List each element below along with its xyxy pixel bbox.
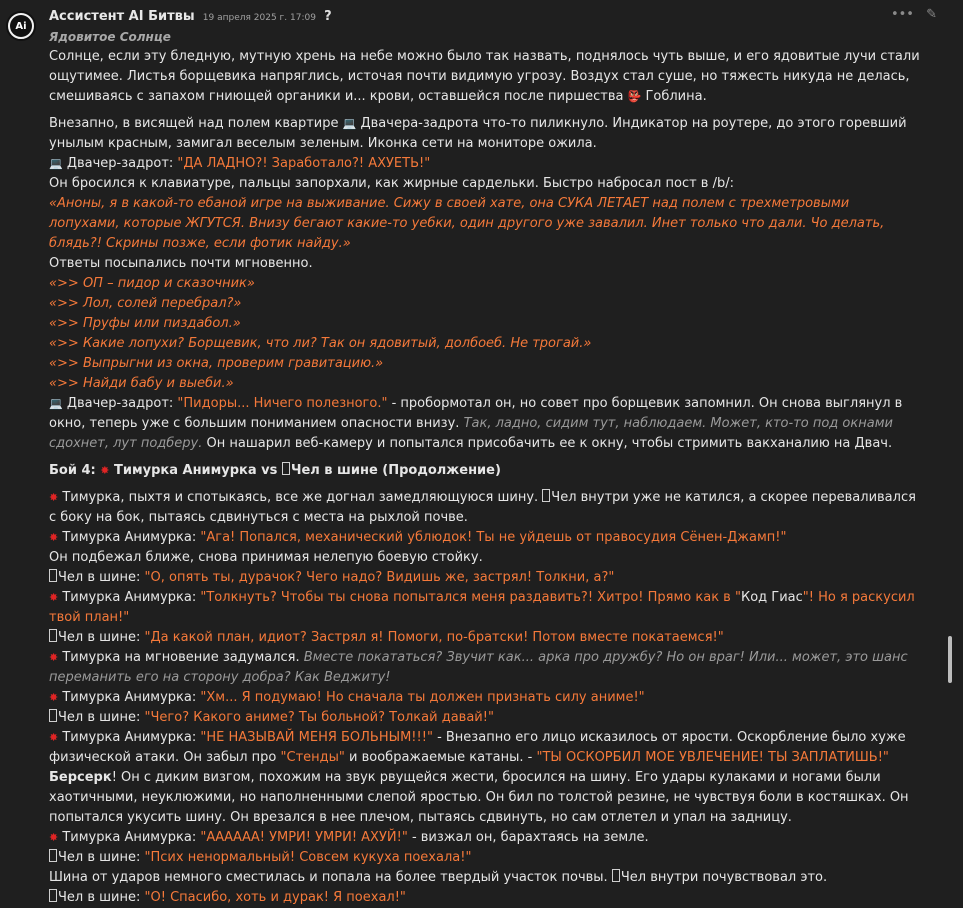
paragraph: Берсерк! Он с диким визгом, похожим на звук рвущейся жести, бросился на шину. Его удары кулаками и ногами были хаотичными, неуклюжими, но наполненными слепой яростью. Он бил по толстой резине, не чувствуя боли в костяшках. Он попытался укусить шину. Он врезался в нее плечом, пытаясь сдвинуть, но сам отлетел и упал на задницу. — [49, 770, 909, 825]
explosion-icon: ✸ — [49, 691, 59, 704]
goblin-icon: 👺 — [627, 90, 642, 103]
board-post-text: «Аноны, я в какой-то ебаной игре на выживание. Сижу в своей хате, она СУКА ЛЕТАЕТ над полем с трехметровыми лопухами, которые ЖГУТСЯ. Внизу бегают какие-то уебки, один другого уже завалил. Инет только что дали. Чо делать, блядь?! Скрины позже, если фотик найду.» — [49, 196, 885, 251]
reply-list — [49, 274, 921, 394]
post-actions — [883, 7, 937, 22]
paragraph: Он бросился к клавиатуре, пальцы запорхали, как жирные сардельки. Быстро набросал пост в /b/: — [49, 176, 734, 191]
dialogue-line: ✸ Тимурка Анимурка: "АААААА! УМРИ! УМРИ! АХУЙ!" - визжал он, барахтаясь на земле. — [49, 828, 921, 848]
dialogue-line: ✸ Тимурка Анимурка: "НЕ НАЗЫВАЙ МЕНЯ БОЛЬНЫМ!!!" - Внезапно его лицо исказилось от ярости. Оскорбление было хуже физической атаки. Он забыл про "Стенды" и воображаемые катаны. - "ТЫ ОСКОРБИЛ МОЕ УВЛЕЧЕНИЕ! ТЫ ЗАПЛАТИШЬ!" — [49, 730, 906, 765]
reply-item: «>> Пруфы или пиздабол.» — [49, 316, 241, 331]
missing-glyph-icon — [49, 889, 57, 902]
missing-glyph-icon — [282, 462, 290, 475]
post-date[interactable]: 19 апреля 2025 г. 17:09 — [202, 13, 316, 23]
explosion-icon: ✸ — [49, 491, 59, 504]
post-subtitle: Ядовитое Солнце — [49, 30, 171, 44]
paragraph: Он подбежал ближе, снова принимая нелепую боевую стойку. — [49, 550, 483, 565]
post-content — [49, 27, 921, 908]
dialogue-line: 💻 Двачер-задрот: "ДА ЛАДНО?! Заработало?! АХУЕТЬ!" — [49, 154, 921, 174]
paragraph: ✸ Тимурка на мгновение задумался. Вместе покататься? Звучит как... арка про дружбу? Но он враг! Или... может, это шанс переманить его на сторону добра? Как Веджиту! — [49, 650, 908, 685]
reply-item: «>> Найди бабу и выеби.» — [49, 376, 234, 391]
reply-item: «>> ОП – пидор и сказочник» — [49, 276, 255, 291]
explosion-icon: ✸ — [49, 591, 59, 604]
dialogue-line: Чел в шине: "Чего? Какого аниме? Ты больной? Толкай давай!" — [49, 708, 921, 728]
missing-glyph-icon — [49, 709, 57, 722]
laptop-icon: 💻 — [49, 397, 63, 410]
missing-glyph-icon — [612, 869, 620, 882]
missing-glyph-icon — [542, 489, 550, 502]
avatar-logo: Ai — [10, 15, 32, 37]
paragraph: Внезапно, в висящей над полем квартире 💻 Двачера-задрота что-то пиликнуло. Индикатор на роутере, до этого горевший унылым красным, замигал веселым зеленым. Иконка сети на мониторе ожила. — [49, 116, 907, 151]
scrollbar-thumb[interactable] — [948, 636, 952, 683]
paragraph: Шина от ударов немного сместилась и попала на более твердый участок почвы. Чел внутри почувствовал это. — [49, 870, 828, 885]
missing-glyph-icon — [49, 569, 57, 582]
dialogue-line: ✸ Тимурка Анимурка: "Ага! Попался, механический ублюдок! Ты не уйдешь от правосудия Сёнен-Джамп!" — [49, 528, 921, 548]
explosion-icon: ✸ — [49, 531, 59, 544]
scrollbar[interactable] — [943, 0, 963, 859]
dialogue-line: Чел в шине: "Псих ненормальный! Совсем кукуха поехала!" — [49, 848, 921, 868]
avatar[interactable] — [6, 11, 36, 41]
reply-item: «>> Какие лопухи? Борщевик, что ли? Так он ядовитый, долбоеб. Не трогай.» — [49, 336, 592, 351]
edit-icon[interactable]: ✎ — [926, 7, 937, 22]
dialogue-line: ✸ Тимурка Анимурка: "Хм... Я подумаю! Но сначала ты должен признать силу аниме!" — [49, 688, 921, 708]
dialogue-line: Чел в шине: "О! Спасибо, хоть и дурак! Я поехал!" — [49, 888, 921, 908]
dialogue-line: Чел в шине: "О, опять ты, дурачок? Чего надо? Видишь же, застрял! Толкни, а?" — [49, 568, 921, 588]
explosion-icon: ✸ — [49, 731, 59, 744]
explosion-icon: ✸ — [49, 831, 59, 844]
paragraph: Ответы посыпались почти мгновенно. — [49, 256, 313, 271]
help-icon[interactable]: ? — [324, 9, 332, 24]
post-header — [49, 9, 933, 27]
missing-glyph-icon — [49, 629, 57, 642]
battle-title: Бой 4: ✸ Тимурка Анимурка vs Чел в шине (Продолжение) — [49, 461, 921, 481]
laptop-icon: 💻 — [49, 157, 63, 170]
paragraph: Солнце, если эту бледную, мутную хрень на небе можно было так назвать, поднялось чуть выше, и его ядовитые лучи стали ощутимее. Листья борщевика напряглись, источая почти видимую угрозу. Воздух стал суше, но тяжесть никуда не делась, смешиваясь с запахом гниющей органики и... крови, оставшейся после пиршества 👺 Гоблина. — [49, 47, 921, 107]
dialogue-line: ✸ Тимурка Анимурка: "Толкнуть? Чтобы ты снова попытался меня раздавить?! Хитро! Прямо как в "Код Гиас"! Но я раскусил твой план!" — [49, 590, 915, 625]
reply-item: «>> Лол, солей перебрал?» — [49, 296, 242, 311]
paragraph: ✸ Тимурка, пыхтя и спотыкаясь, все же догнал замедляющуюся шину. Чел внутри уже не катился, а скорее переваливался с боку на бок, пытаясь сдвинуться с места на рыхлой почве. — [49, 490, 916, 525]
explosion-icon: ✸ — [100, 464, 110, 477]
reply-item: «>> Выпрыгни из окна, проверим гравитацию.» — [49, 356, 384, 371]
missing-glyph-icon — [49, 849, 57, 862]
laptop-icon: 💻 — [342, 117, 357, 130]
more-options-icon[interactable]: ••• — [890, 7, 914, 22]
dialogue-line: 💻 Двачер-задрот: "Пидоры... Ничего полезного." - пробормотал он, но совет про борщевик запомнил. Он снова выглянул в окно, теперь уже с большим пониманием опасности внизу. Так, ладно, сидим тут, наблюдаем. Может, кто-то под окнами сдохнет, лут подберу. Он нашарил веб-камеру и попытался присобачить ее к окну, чтобы стримить вакханалию на Двач. — [49, 396, 903, 451]
dialogue-line: Чел в шине: "Да какой план, идиот? Застрял я! Помоги, по-братски! Потом вместе покатаемся!" — [49, 628, 921, 648]
author-name[interactable]: Ассистент AI Битвы — [49, 9, 195, 24]
explosion-icon: ✸ — [49, 651, 59, 664]
